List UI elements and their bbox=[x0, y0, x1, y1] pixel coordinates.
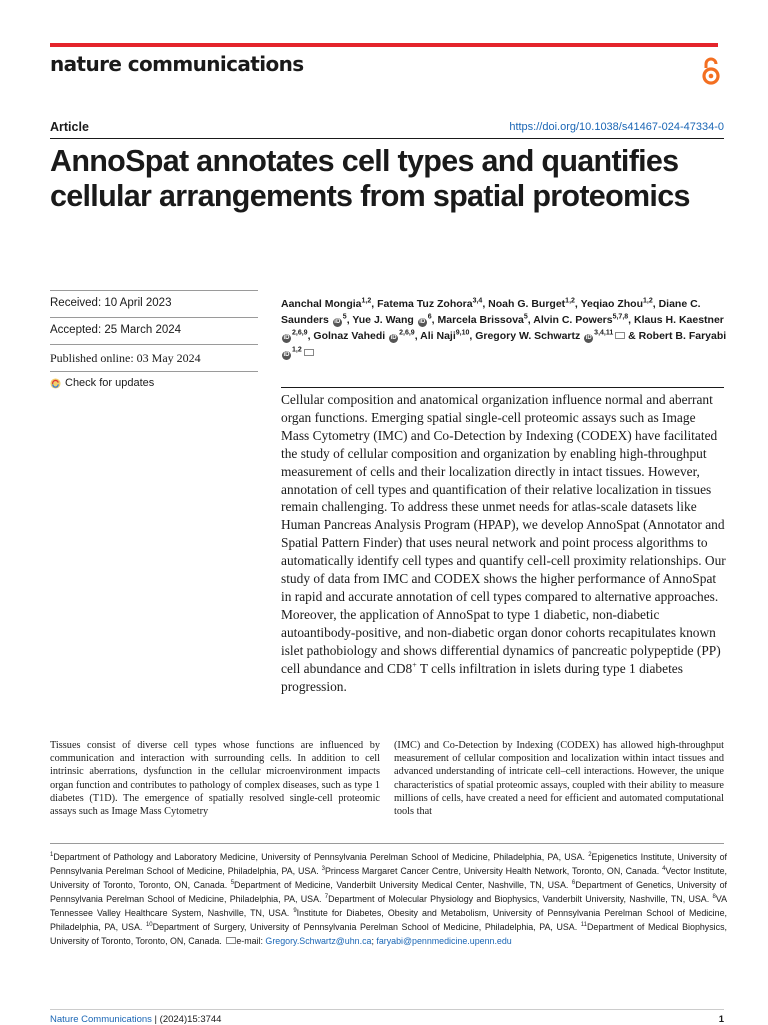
author-affiliation-marker: 2,6,9 bbox=[399, 329, 415, 337]
author-name[interactable]: Yeqiao Zhou bbox=[580, 298, 643, 310]
body-text-right: (IMC) and Co-Detection by Indexing (CODEX) has allowed high-throughput measurement of cellular composition and localization within intact tissues and advanced understanding of intricate cell–cell interactions. However, the unique characteristics of spatial proteomic assays, coupled with their ability to measure millions of cells, have created a need for efficient and automated computational tools that bbox=[394, 740, 724, 818]
author-affiliation-marker: 9,10 bbox=[455, 329, 470, 337]
footer-citation: | (2024)15:3744 bbox=[151, 1014, 222, 1025]
author-separator: , bbox=[652, 298, 659, 310]
abstract-divider bbox=[281, 387, 724, 388]
article-type-label: Article bbox=[50, 120, 89, 134]
orcid-icon[interactable]: iD bbox=[283, 335, 290, 342]
page-footer bbox=[50, 1014, 724, 1025]
author-name[interactable]: Diane C. Saunders bbox=[281, 298, 701, 327]
affiliation-text: Institute for Diabetes, Obesity and Metabolism, University of Pennsylvania Perelman School of Medicine, Philadelphia, PA, USA. bbox=[50, 908, 727, 932]
author-separator: , bbox=[346, 314, 353, 327]
affiliation-text: VA Tennessee Valley Healthcare System, Nashville, TN, USA. bbox=[50, 894, 727, 918]
affiliations-divider bbox=[50, 843, 724, 844]
author-name[interactable]: Ali Naji bbox=[420, 330, 456, 343]
affiliations bbox=[50, 850, 727, 948]
author-affiliation-marker: 5,7,8 bbox=[612, 313, 629, 321]
author-affiliation-marker: 2,6,9 bbox=[292, 329, 308, 337]
dates-panel bbox=[50, 290, 258, 398]
orcid-icon[interactable]: iD bbox=[390, 335, 397, 342]
affiliation-text: Epigenetics Institute, University of Pennsylvania Perelman School of Medicine, Philadelphia, PA, USA. bbox=[50, 852, 727, 876]
author-name[interactable]: Aanchal Mongia bbox=[281, 298, 362, 310]
orcid-icon[interactable]: iD bbox=[334, 319, 341, 326]
author-name[interactable]: Marcela Brissova bbox=[437, 314, 524, 327]
author-name[interactable]: Yue J. Wang bbox=[352, 314, 414, 327]
author-name[interactable]: Klaus H. Kaestner bbox=[634, 314, 724, 327]
author-affiliation-marker: 1,2 bbox=[565, 297, 575, 305]
email-label: e-mail: bbox=[236, 936, 266, 946]
author-name[interactable]: Noah G. Burget bbox=[488, 298, 566, 310]
orcid-icon[interactable]: iD bbox=[585, 335, 592, 342]
affiliation-number: 4 bbox=[662, 866, 666, 873]
email-separator: ; bbox=[371, 936, 374, 946]
author-name[interactable]: Gregory W. Schwartz bbox=[475, 330, 581, 343]
author-affiliation-marker: 5 bbox=[342, 313, 347, 321]
author-affiliation-marker: 5 bbox=[523, 313, 528, 321]
author-separator: , bbox=[414, 330, 421, 343]
email-link[interactable]: Gregory.Schwartz@uhn.ca bbox=[265, 936, 372, 946]
email-link[interactable]: faryabi@pennmedicine.upenn.edu bbox=[376, 936, 512, 946]
affiliation-number: 7 bbox=[324, 894, 329, 901]
author-affiliation-marker: 3,4 bbox=[472, 297, 483, 305]
author-name[interactable]: Robert B. Faryabi bbox=[638, 330, 727, 343]
doi-link[interactable]: https://doi.org/10.1038/s41467-024-47334-0 bbox=[509, 121, 724, 133]
affiliation-number: 2 bbox=[588, 852, 592, 859]
affiliation-number: 1 bbox=[50, 852, 54, 859]
abstract-superscript: + bbox=[412, 660, 417, 670]
footer-journal-link[interactable]: Nature Communications bbox=[50, 1014, 152, 1025]
author-affiliation-marker: 1,2 bbox=[292, 346, 302, 354]
affiliation-text: Department of Genetics, University of Pennsylvania Perelman School of Medicine, Philadelphia, PA, USA. bbox=[50, 880, 727, 904]
affiliation-text: Princess Margaret Cancer Centre, University Health Network, Toronto, ON, Canada. bbox=[324, 866, 663, 876]
affiliation-number: 5 bbox=[230, 880, 235, 887]
author-name[interactable]: Alvin C. Powers bbox=[533, 314, 613, 327]
author-separator: & bbox=[625, 330, 639, 343]
header-accent-rule bbox=[50, 43, 718, 47]
affiliation-number: 11 bbox=[580, 922, 587, 929]
author-affiliation-marker: 3,4,11 bbox=[594, 329, 614, 337]
article-type-row bbox=[50, 120, 724, 138]
accepted-date: Accepted: 25 March 2024 bbox=[50, 317, 258, 344]
email-icon bbox=[226, 937, 236, 944]
affiliation-number: 10 bbox=[145, 922, 153, 929]
affiliation-number: 8 bbox=[712, 894, 716, 901]
author-list bbox=[281, 296, 736, 361]
affiliation-text: Department of Medical Biophysics, University of Toronto, Toronto, ON, Canada. bbox=[50, 922, 727, 946]
author-separator: , bbox=[469, 330, 476, 343]
email-icon[interactable] bbox=[304, 349, 314, 356]
type-divider bbox=[50, 138, 724, 139]
author-separator: , bbox=[307, 330, 314, 343]
author-separator: , bbox=[482, 298, 489, 310]
orcid-icon[interactable]: iD bbox=[283, 351, 290, 358]
article-title: AnnoSpat annotates cell types and quantifies cellular arrangements from spatial proteomics bbox=[50, 144, 690, 213]
author-name[interactable]: Golnaz Vahedi bbox=[313, 330, 386, 343]
check-updates-button[interactable] bbox=[50, 371, 258, 398]
abstract bbox=[281, 391, 726, 695]
abstract-text-1: Cellular composition and anatomical organization influence normal and aberrant organ functions. Emerging spatial single-cell proteomic assays such as Image Mass Cytometry (IMC) and Co-Detection by Indexing (CODEX) have facilitated the study of cellular composition and organization by enabling high-throughput measurement of cells and their localization directly in intact tissues. However, annotation of cell types and quantification of their relative localization in tissues remain challenging. To address these unmet needs for atlas-scale datasets like Human Pancreas Analysis Program (HPAP), we develop AnnoSpat (Annotator and Spatial Pattern Finder) that uses neural network and point process algorithms to automatically identify cell types and quantify cell-cell proximity relationships. Our study of data from IMC and CODEX shows the higher performance of AnnoSpat in rapid and accurate annotation of cell types compared to alternative approaches. Moreover, the application of AnnoSpat to type 1 diabetic, non-diabetic autoantibody-positive, and non-diabetic organ donor cohorts recapitulates known islet pathobiology and shows differential dynamics of pancreatic polypeptide (PP) cell abundance and CD8 bbox=[281, 392, 726, 676]
author-separator: , bbox=[527, 314, 534, 327]
author-affiliation-marker: 1,2 bbox=[361, 297, 372, 305]
affiliation-text: Department of Molecular Physiology and Biophysics, Vanderbilt University, Nashville, TN, USA. bbox=[328, 894, 713, 904]
body-text-left: Tissues consist of diverse cell types whose functions are influenced by communication and interaction with surrounding cells. In addition to cell intrinsic aberrations, dysfunction in the cellular microenvironment impacts organ function and contributes to pathology of complex diseases, such as type 1 diabetes (T1D). The emergence of spatially resolved single-cell proteomic assays such as Image Mass Cytometry bbox=[50, 740, 380, 818]
abstract-text-2: T cells infiltration in islets during type 1 diabetes progression. bbox=[281, 660, 683, 694]
page-number: 1 bbox=[718, 1014, 724, 1025]
author-separator: , bbox=[628, 314, 635, 327]
open-access-icon[interactable] bbox=[700, 56, 722, 86]
author-separator: , bbox=[371, 298, 378, 310]
affiliation-number: 6 bbox=[571, 880, 576, 887]
check-updates-label: Check for updates bbox=[65, 377, 155, 389]
published-date: Published online: 03 May 2024 bbox=[50, 344, 258, 371]
affiliation-number: 9 bbox=[293, 908, 297, 915]
footer-divider bbox=[50, 1009, 724, 1010]
author-separator: , bbox=[574, 298, 581, 310]
journal-name[interactable]: nature communications bbox=[50, 52, 304, 76]
affiliation-text: Department of Pathology and Laboratory Medicine, University of Pennsylvania Perelman School of Medicine, Philadelphia, PA, USA. bbox=[53, 852, 589, 862]
author-affiliation-marker: 1,2 bbox=[642, 297, 653, 305]
orcid-icon[interactable]: iD bbox=[419, 319, 426, 326]
author-affiliation-marker: 6 bbox=[427, 313, 432, 321]
affiliation-text: Vector Institute, University of Toronto, Toronto, ON, Canada. bbox=[50, 866, 728, 890]
affiliation-text: Department of Surgery, University of Pennsylvania Perelman School of Medicine, Philadelphia, PA, USA. bbox=[152, 922, 581, 932]
affiliation-number: 3 bbox=[321, 866, 325, 873]
email-icon[interactable] bbox=[615, 332, 625, 339]
author-separator: , bbox=[431, 314, 438, 327]
author-name[interactable]: Fatema Tuz Zohora bbox=[377, 298, 473, 310]
check-updates-icon bbox=[50, 378, 61, 389]
received-date: Received: 10 April 2023 bbox=[50, 290, 258, 317]
affiliation-text: Department of Medicine, Vanderbilt University Medical Center, Nashville, TN, USA. bbox=[234, 880, 572, 890]
